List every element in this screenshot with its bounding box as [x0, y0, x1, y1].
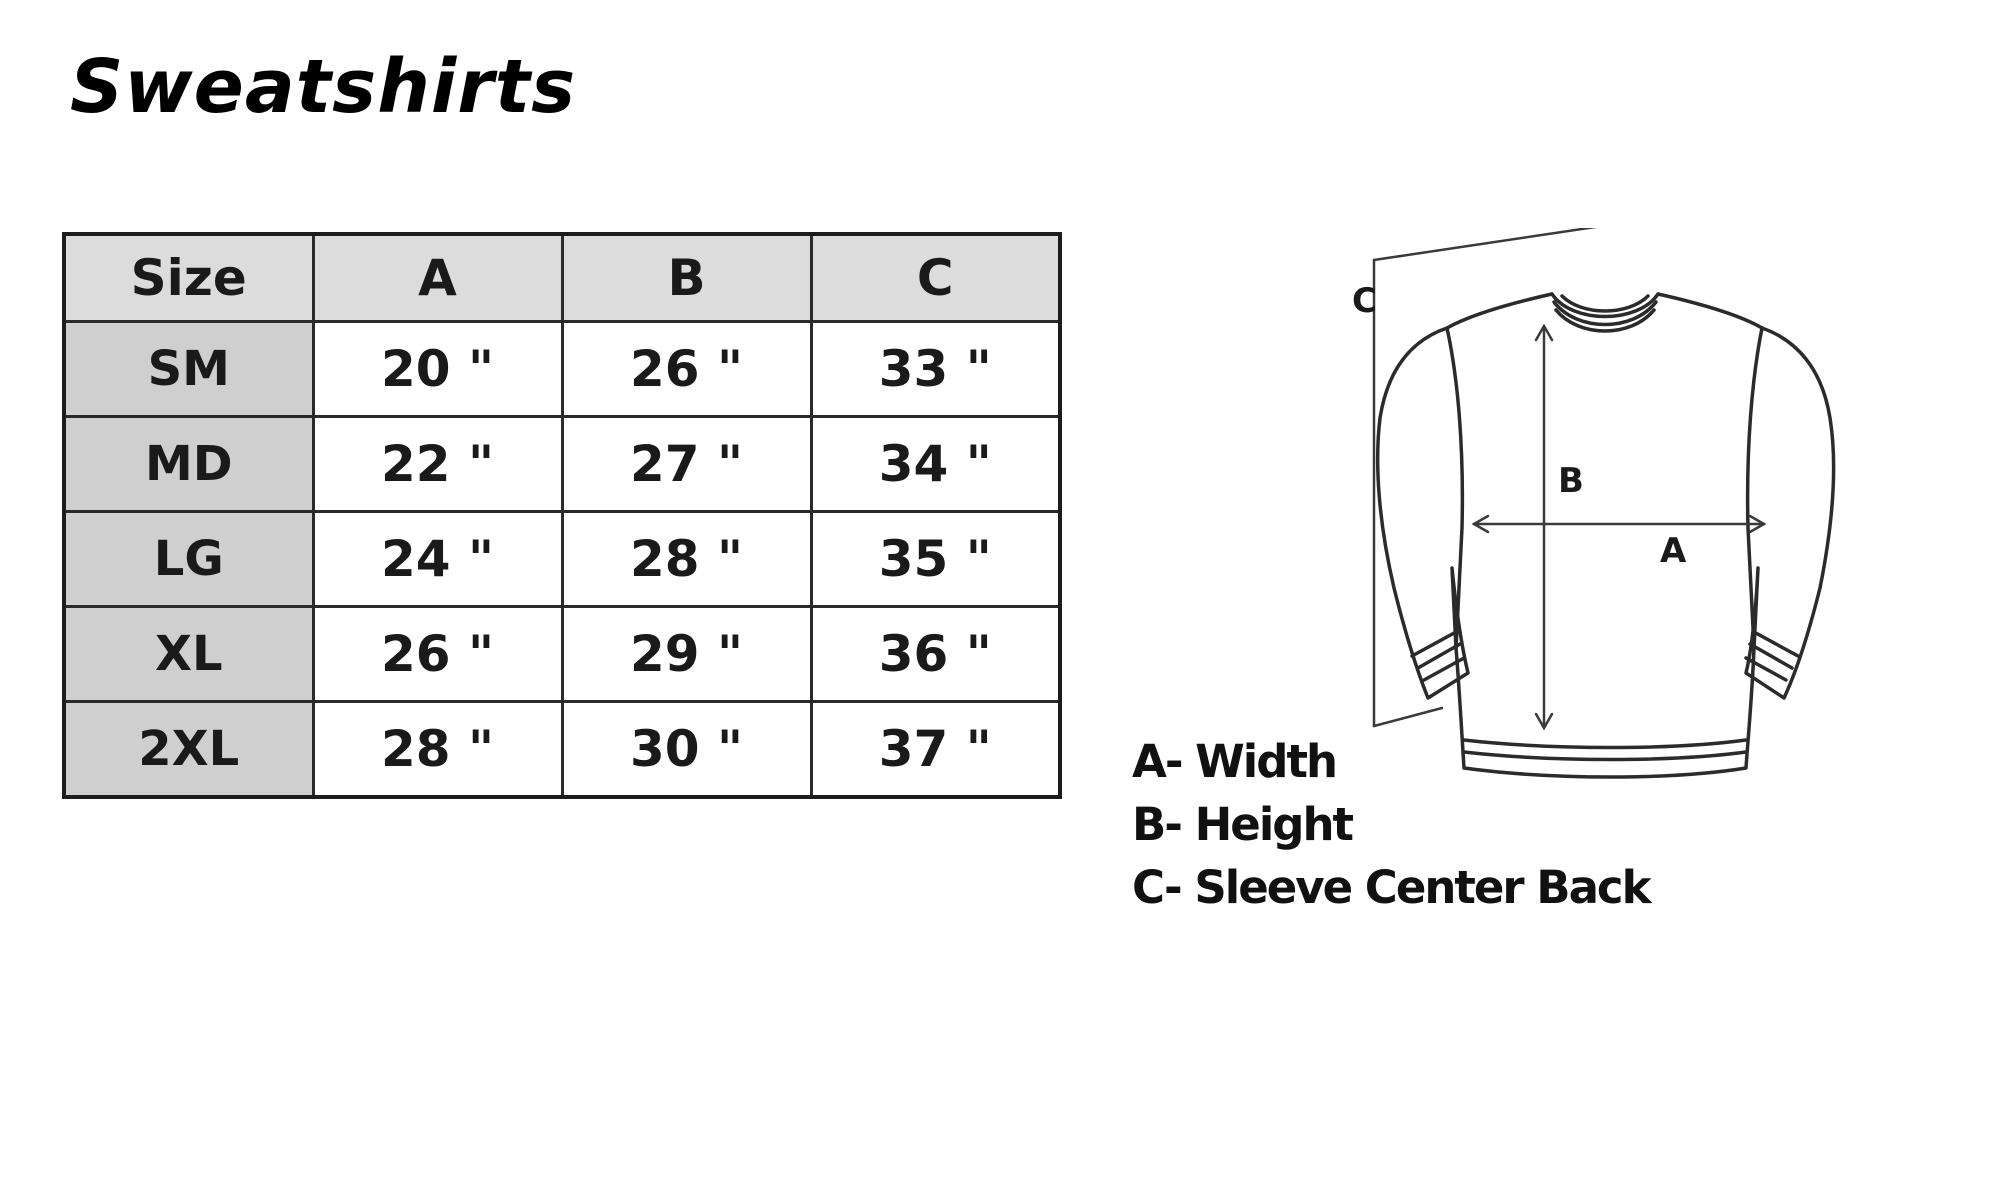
column-header-a: A [313, 234, 562, 322]
sleeve-cell: 34 " [811, 417, 1060, 512]
width-cell: 24 " [313, 512, 562, 607]
width-cell: 20 " [313, 322, 562, 417]
diagram-label-a: A [1660, 531, 1687, 571]
table-row [64, 607, 1060, 702]
measurement-legend [1132, 730, 1650, 919]
sleeve-cell: 35 " [811, 512, 1060, 607]
table-row [64, 702, 1060, 797]
height-cell: 27 " [562, 417, 811, 512]
sleeve-cell: 36 " [811, 607, 1060, 702]
column-header-size: Size [64, 234, 313, 322]
table-header-row [64, 234, 1060, 322]
height-cell: 28 " [562, 512, 811, 607]
width-cell: 28 " [313, 702, 562, 797]
column-header-b: B [562, 234, 811, 322]
size-chart-table [62, 232, 1062, 799]
width-cell: 26 " [313, 607, 562, 702]
legend-item-sleeve: C- Sleeve Center Back [1132, 861, 1650, 914]
table-row [64, 512, 1060, 607]
legend-item-width: A- Width [1132, 735, 1336, 788]
page-title: Sweatshirts [70, 44, 577, 130]
diagram-label-c: C [1352, 281, 1377, 321]
table-row [64, 417, 1060, 512]
height-cell: 29 " [562, 607, 811, 702]
height-cell: 30 " [562, 702, 811, 797]
size-label: XL [64, 607, 313, 702]
height-cell: 26 " [562, 322, 811, 417]
column-header-c: C [811, 234, 1060, 322]
size-label: SM [64, 322, 313, 417]
width-cell: 22 " [313, 417, 562, 512]
size-label: MD [64, 417, 313, 512]
sweatshirt-outline-icon [1112, 228, 1972, 788]
diagram-label-b: B [1558, 461, 1584, 501]
sleeve-cell: 37 " [811, 702, 1060, 797]
size-label: 2XL [64, 702, 313, 797]
legend-item-height: B- Height [1132, 798, 1353, 851]
size-label: LG [64, 512, 313, 607]
table-row [64, 322, 1060, 417]
sleeve-cell: 33 " [811, 322, 1060, 417]
